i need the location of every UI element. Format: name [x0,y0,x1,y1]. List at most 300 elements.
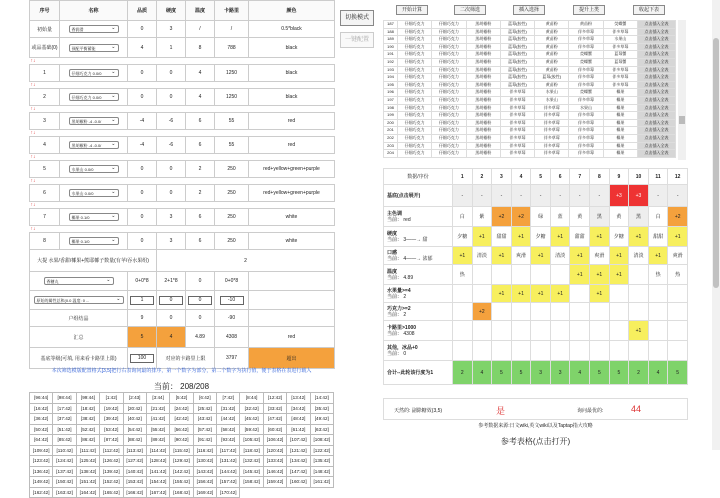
opt-cell [668,303,688,321]
col-hardness: 硬度 [157,1,186,21]
grid-cell[interactable]: [137:42] [53,467,76,478]
table-row: 户组结晶 9 0 0 -90 [30,310,335,327]
grid-cell[interactable]: [88:42] [124,435,147,446]
opt-cell: 爽滑 [511,247,531,265]
table-row: 或品基础(0) 预配平衡蓄能 ⌄ 4 1 8 788 black [30,38,335,58]
list-scrollbar-thumb[interactable] [679,116,685,124]
insert-row-button[interactable]: 点击插入全表 [638,104,676,112]
table-row: 4 黑胡椒粉 -4 -0.0/ ⌄ -4 -6 6 55 red [30,137,335,154]
grid-cell[interactable]: [113:42] [124,446,147,457]
grid-cell[interactable]: [139:42] [100,467,123,478]
grid-cell[interactable]: [36:42] [30,414,53,425]
opt-cell: +2 [472,303,492,321]
grid-cell[interactable]: [18:42] [77,404,100,415]
grid-cell[interactable]: [168:42] [170,488,193,498]
opt-cell: +2 [492,207,512,227]
grid-cell[interactable]: [32:42] [240,404,263,415]
one-click-config-button[interactable]: 一键配置 [340,32,374,48]
current-count: 当前： 208/208 [29,381,334,392]
opt-cell [609,285,629,303]
grid-cell[interactable]: [162:42] [30,488,53,498]
insert-row-button[interactable]: 点击插入全表 [638,112,676,120]
start-calc-button[interactable]: 开始计算 [396,5,428,15]
quality-input[interactable]: 1 [130,296,154,305]
opt-cell: 5 [511,361,531,385]
opt-cell [531,265,551,285]
grid-cell[interactable]: [44:42] [217,414,240,425]
grid-cell[interactable]: [50:42] [30,425,53,436]
col-index: 序号 [30,1,60,21]
opt-cell: +1 [472,227,492,247]
insert-row-button[interactable]: 点击插入全表 [638,142,676,150]
reorder-arrow-icon[interactable]: ↑↓ [30,130,335,137]
insert-row-button[interactable]: 点击插入全表 [638,81,676,89]
ingredient-select[interactable]: 水果山 0.0/0 ⌄ [69,165,119,173]
ingredient-select[interactable]: 仔细巧克力 0.0/0 ⌄ [69,69,119,77]
grid-cell[interactable]: [133:42] [264,456,287,467]
optimization-table [383,168,688,385]
opt-cell: +1 [609,265,629,285]
opt-cell: +1 [511,227,531,247]
reorder-arrow-row [30,178,335,185]
grid-cell[interactable]: [164:42] [77,488,100,498]
sum-hardness: 4 [157,327,186,348]
sum-row: 汇总 5 4 4.89 4308 red [30,327,335,348]
opt-cell: - [668,185,688,207]
reorder-arrow-row [30,58,335,65]
ingredient-select[interactable]: 黑胡椒粉 -4 -0.0/ ⌄ [69,117,119,125]
grid-cell[interactable]: [111:42] [77,446,100,457]
grid-cell[interactable]: [112:42] [100,446,123,457]
opt-cell: 清淡 [550,247,570,265]
list-item: 193 仔细巧克力 仔细巧克力 黑胡椒粉 蓝莓(胶性) 黄苗粉 伴多草莓 伴多草莓 点击插入全表 [384,66,676,74]
opt-cell: +1 [550,227,570,247]
grid-cell[interactable]: [145:42] [240,467,263,478]
table-row: 8 椰果 0.1/0 ⌄ 0 3 6 250 white [30,233,335,250]
base-level-input[interactable]: 100 [130,354,154,363]
opt-cell: 5 [492,361,512,385]
insert-row-button[interactable]: 点击插入全表 [638,58,676,66]
opt-cell: 黄 [570,207,590,227]
grid-cell[interactable]: [109:42] [30,446,53,457]
combo-list [383,20,676,158]
grid-cell[interactable]: [161:42] [311,477,334,488]
grid-cell[interactable]: [107:42] [287,435,310,446]
grid-cell[interactable]: [153:42] [124,477,147,488]
grid-cell[interactable]: [108:42] [311,435,334,446]
grid-cell[interactable]: [96:44] [30,393,53,404]
opt-row-cal: 卡路里>1000 当前： 4308 +1 [384,321,688,341]
grid-cell[interactable]: [169:42] [194,488,217,498]
opt-cell [492,265,512,285]
calorie-input[interactable]: -10 [220,296,244,305]
opt-cell: +3 [609,185,629,207]
grid-cell[interactable]: [51:42] [53,425,76,436]
grid-cell[interactable]: [98:44] [53,393,76,404]
grid-cell[interactable]: [34:42] [287,404,310,415]
reorder-arrow-row [30,106,335,113]
opt-cell: +1 [609,247,629,265]
footer-best: 44 [631,404,641,414]
grid-cell[interactable]: [56:42] [170,425,193,436]
collapse-table-button[interactable]: 收起下表 [633,5,665,15]
format-note: 本次筛选模版配置格式[3,5]把行右表询问最的排序，第一个数字为部分，第二个数字为执行值，便于表格在表进行载入 [29,367,334,374]
page-scrollbar-thumb[interactable] [713,38,719,288]
grid-cell[interactable]: [125:42] [77,456,100,467]
recipe-select[interactable]: 香糖丸 ⌄ [44,277,114,285]
ingredient-select[interactable]: 仔细巧克力 0.0/0 ⌄ [69,93,119,101]
insert-row-button[interactable]: 点击插入全表 [638,96,676,104]
opt-cell [570,285,590,303]
opt-cell: 白 [648,207,668,227]
grid-cell[interactable]: [165:42] [100,488,123,498]
opt-row-temp: 温度 当前： 4.89 热 +1 +1 +1 热 热 [384,265,688,285]
grid-cell[interactable]: [3:44] [147,393,170,404]
grid-cell[interactable]: [149:42] [30,477,53,488]
opt-cell [570,321,590,341]
insert-row-button[interactable]: 点击插入全表 [638,150,676,158]
ingredient-select[interactable]: 椰果 0.1/0 ⌄ [69,213,119,221]
grid-cell[interactable]: [141:42] [147,467,170,478]
grid-cell[interactable]: [106:42] [264,435,287,446]
grid-cell[interactable]: [154:42] [147,477,170,488]
grid-cell[interactable]: [105:42] [240,435,263,446]
grid-cell[interactable]: [7:42] [217,393,240,404]
opt-cell: +1 [550,285,570,303]
grid-cell[interactable]: [143:42] [194,467,217,478]
grid-cell[interactable]: [38:42] [77,414,100,425]
list-item: 197 仔细巧克力 仔细巧克力 黑胡椒粉 伴多草莓 水果山 伴多草莓 椰果 点击插入全表 [384,96,676,104]
grid-cell[interactable]: [47:42] [264,414,287,425]
grid-cell[interactable]: [99:44] [77,393,100,404]
opt-cell: - [472,185,492,207]
grid-cell[interactable]: [170:42] [217,488,240,498]
list-item: 195 仔细巧克力 仔细巧克力 黑胡椒粉 蓝莓(胶性) 黄苗粉 伴多草莓 伴多草莓 点击插入全表 [384,81,676,89]
insert-row-button[interactable]: 点击插入全表 [638,51,676,59]
grid-cell[interactable]: [31:42] [217,404,240,415]
grid-cell[interactable]: [160:42] [287,477,310,488]
attribute-select[interactable]: 原始的属性总和(0.0 温度: 0 ... ⌄ [34,296,124,304]
grid-cell[interactable]: [157:42] [217,477,240,488]
opt-cell: +1 [511,285,531,303]
row-index: 初始量 [30,21,60,38]
result-grid [29,392,334,498]
grid-cell[interactable]: [122:42] [311,446,334,457]
grid-cell[interactable]: [49:42] [311,414,334,425]
insert-row-button[interactable]: 点击插入全表 [638,89,676,97]
grid-cell[interactable]: [148:42] [311,467,334,478]
opt-cell [511,303,531,321]
list-item: 188 仔细巧克力 仔细巧克力 黑胡椒粉 蓝莓(胶性) 黄苗粉 伴多草莓 伴多草莓 点击插入全表 [384,28,676,36]
reorder-arrow-icon[interactable]: ↑↓ [30,58,335,65]
reorder-arrow-row [30,202,335,209]
opt-cell [531,303,551,321]
grid-cell[interactable]: [163:42] [53,488,76,498]
insert-row-button[interactable]: 点击插入全表 [638,66,676,74]
grid-cell[interactable]: [134:42] [287,456,310,467]
opt-cell: +1 [629,321,649,341]
grid-cell[interactable]: [17:42] [53,404,76,415]
opt-cell [609,341,629,361]
reorder-arrow-icon[interactable]: ↑↓ [30,226,335,233]
grid-cell[interactable]: [91:42] [194,435,217,446]
grid-cell[interactable]: [151:42] [77,477,100,488]
reorder-arrow-row [30,82,335,89]
grid-cell[interactable]: [16:42] [30,404,53,415]
grid-cell[interactable]: [41:42] [147,414,170,425]
opt-cell: 热 [668,265,688,285]
raise-button[interactable]: 提升上类 [573,5,605,15]
reference-note: 参考数据来源:日文wiki,英文wiki以及Taptap指大攻略 [383,422,688,429]
opt-cell: 5 [668,361,688,385]
opt-cell [453,285,473,303]
opt-header: 数据/序份 1 2 3 4 5 6 7 8 9 10 11 12 [384,169,688,185]
grid-cell[interactable]: [132:42] [240,456,263,467]
grid-cell[interactable]: [116:42] [194,446,217,457]
opt-cell: +1 [492,247,512,265]
grid-cell[interactable]: [33:42] [264,404,287,415]
grid-cell[interactable]: [93:42] [217,435,240,446]
grid-cell[interactable]: [114:42] [147,446,170,457]
opt-cell: 4 [570,361,590,385]
opt-cell [570,303,590,321]
toggle-mode-button[interactable]: 切换模式 [340,10,374,26]
opt-cell: +1 [453,247,473,265]
grid-cell[interactable]: [136:42] [30,467,53,478]
list-item: 196 仔细巧克力 仔细巧克力 黑胡椒粉 伴多草莓 水果山 荧蝶蟹 椰果 点击插入全表 [384,89,676,97]
table-row: 初始量 香润滑 ⌄ 0 3 / / 0.5*black [30,21,335,38]
insert-row-button[interactable]: 点击插入全表 [638,21,676,29]
opt-cell [511,265,531,285]
list-item: 203 仔细巧克力 仔细巧克力 黑胡椒粉 伴多草莓 伴多草莓 伴多草莓 椰果 点击插入全表 [384,142,676,150]
grid-cell[interactable]: [142:42] [170,467,193,478]
opt-cell [590,303,610,321]
grid-cell[interactable]: [19:42] [100,404,123,415]
ingredient-table [29,0,335,369]
reorder-arrow-icon[interactable]: ↑↓ [30,82,335,89]
grid-cell[interactable]: [156:42] [194,477,217,488]
grid-cell[interactable]: [8:44] [240,393,263,404]
insert-row-button[interactable]: 点击插入全表 [638,43,676,51]
grid-cell[interactable]: [123:42] [30,456,53,467]
opt-cell: 甜甜 [570,227,590,247]
insert-row-button[interactable]: 点击插入全表 [638,119,676,127]
table-row: 5 水果山 0.0/0 ⌄ 0 0 2 250 red+yellow+green+purple [30,161,335,178]
second-filter-button[interactable]: 二次筛选 [454,5,486,15]
opt-cell [648,341,668,361]
list-item: 202 仔细巧克力 仔细巧克力 黑胡椒粉 伴多草莓 伴多草莓 伴多草莓 椰果 点击插入全表 [384,134,676,142]
opt-cell [472,341,492,361]
grid-cell[interactable]: [40:42] [124,414,147,425]
grid-cell[interactable]: [127:42] [124,456,147,467]
grid-cell[interactable]: [120:42] [264,446,287,457]
opt-cell: 绿 [531,207,551,227]
grid-cell[interactable]: [6:42] [194,393,217,404]
opt-cell: 甜甜 [648,227,668,247]
grid-cell[interactable]: [117:42] [217,446,240,457]
grid-cell[interactable]: [12:42] [264,393,287,404]
opt-cell: +1 [531,285,551,303]
grid-cell[interactable]: [57:42] [194,425,217,436]
grid-cell[interactable]: [20:42] [124,404,147,415]
grid-cell[interactable]: [35:42] [311,404,334,415]
list-item: 194 仔细巧克力 仔细巧克力 黑胡椒粉 蓝莓(胶性) 蓝莓(胶性) 伴多草莓 伴多草莓 点击插入全表 [384,74,676,82]
grid-cell[interactable]: [150:42] [53,477,76,488]
list-item: 198 仔细巧克力 仔细巧克力 黑胡椒粉 伴多草莓 伴多草莓 水果山 椰果 点击插入全表 [384,104,676,112]
opt-cell [550,321,570,341]
grid-cell[interactable]: [21:42] [147,404,170,415]
ingredient-select[interactable]: 香润滑 ⌄ [69,25,119,33]
reference-link[interactable]: 参考表格(点击打开) [383,436,688,447]
reorder-arrow-icon[interactable]: ↑↓ [30,178,335,185]
opt-cell: 夕糖 [609,227,629,247]
grid-cell[interactable]: [126:42] [100,456,123,467]
insert-row-button[interactable]: 点击插入全表 [638,28,676,36]
summary-footer: 天然的: 副除糖效(3,5) 是 询问最优的: 44 [383,398,688,420]
footer-result: 是 [496,404,505,417]
opt-cell: +1 [570,265,590,285]
col-name: 名称 [60,1,128,21]
reorder-arrow-icon[interactable]: ↑↓ [30,106,335,113]
insert-row-button[interactable]: 点击插入全表 [638,36,676,44]
opt-cell [453,303,473,321]
insert-row-button[interactable]: 点击插入全表 [638,134,676,142]
grid-cell[interactable]: [5:42] [170,393,193,404]
grid-cell[interactable]: [60:42] [264,425,287,436]
left-panel [29,0,334,450]
grid-cell[interactable]: [1:42] [100,393,123,404]
opt-cell: +2 [668,207,688,227]
grid-cell[interactable]: [121:42] [287,446,310,457]
grid-cell[interactable]: [52:42] [77,425,100,436]
opt-cell: +1 [590,265,610,285]
grid-cell[interactable]: [166:42] [124,488,147,498]
opt-cell: - [511,185,531,207]
opt-cell: 5 [590,361,610,385]
opt-cell: +1 [668,227,688,247]
grid-cell[interactable]: [39:42] [100,414,123,425]
grid-cell[interactable]: [63:42] [311,425,334,436]
grid-cell[interactable]: [13:42] [287,393,310,404]
grid-cell[interactable]: [144:42] [217,467,240,478]
grid-cell[interactable]: [54:42] [124,425,147,436]
opt-cell: - [570,185,590,207]
grid-cell[interactable]: [58:42] [217,425,240,436]
grid-cell[interactable]: [53:42] [100,425,123,436]
grid-cell[interactable]: [110:42] [53,446,76,457]
grid-cell[interactable]: [130:42] [194,456,217,467]
opt-cell: 3 [531,361,551,385]
insert-row-button[interactable]: 点击插入全表 [638,127,676,135]
grid-cell[interactable]: [158:42] [240,477,263,488]
ingredient-select[interactable]: 椰果 0.1/0 ⌄ [69,237,119,245]
grid-cell[interactable]: [43:42] [194,414,217,425]
opt-cell: 清淡 [629,247,649,265]
ingredient-select[interactable]: 水果山 0.0/0 ⌄ [69,189,119,197]
opt-cell: +2 [511,207,531,227]
grid-cell[interactable]: [89:42] [147,435,170,446]
ingredient-select[interactable]: 黑胡椒粉 -4 -0.0/ ⌄ [69,141,119,149]
grid-cell[interactable]: [147:42] [287,467,310,478]
grid-cell[interactable]: [14:42] [311,393,334,404]
grid-cell[interactable]: [2:43] [124,393,147,404]
opt-cell [453,321,473,341]
grid-cell[interactable]: [138:42] [77,467,100,478]
grid-cell[interactable]: [129:42] [170,456,193,467]
opt-cell [609,321,629,341]
list-item: 204 仔细巧克力 仔细巧克力 黑胡椒粉 伴多草莓 伴多草莓 伴多草莓 椰果 点击插入全表 [384,150,676,158]
temp-input[interactable]: 0 [188,296,212,305]
grid-cell[interactable]: [55:42] [147,425,170,436]
grid-cell[interactable]: [42:42] [170,414,193,425]
opt-cell [550,265,570,285]
grid-cell[interactable]: [86:42] [77,435,100,446]
opt-cell: +3 [629,185,649,207]
insert-selection-button[interactable]: 插入选择 [513,5,545,15]
grid-cell[interactable]: [131:42] [217,456,240,467]
opt-row-color: 主色调 当前： red 白 紫 +2 +2 绿 蓝 黄 黑 黄 黑 白 +2 [384,207,688,227]
list-scrollbar[interactable] [678,20,686,160]
grid-cell[interactable]: [90:42] [170,435,193,446]
grid-cell[interactable]: [118:42] [240,446,263,457]
grid-cell[interactable]: [115:42] [170,446,193,457]
grid-cell[interactable]: [48:42] [287,414,310,425]
table-header [30,1,335,21]
grid-cell[interactable]: [45:42] [240,414,263,425]
hardness-input[interactable]: 0 [159,296,183,305]
grid-cell[interactable]: [24:42] [170,404,193,415]
ingredient-select[interactable]: 预配平衡蓄能 ⌄ [69,44,119,52]
grid-cell[interactable]: [85:42] [53,435,76,446]
reorder-arrow-icon[interactable]: ↑↓ [30,154,335,161]
opt-cell [570,341,590,361]
grid-cell[interactable]: [152:42] [100,477,123,488]
grid-cell[interactable]: [64:42] [30,435,53,446]
opt-row-hard: 硬度 当前： 3——→ 甜 夕糖 +1 甜甜 +1 夕糖 +1 甜甜 +1 夕糖 +1 甜甜 +1 [384,227,688,247]
grid-cell[interactable]: [135:42] [311,456,334,467]
grid-cell[interactable]: [87:42] [100,435,123,446]
opt-cell [531,341,551,361]
grid-cell[interactable]: [59:42] [240,425,263,436]
grid-cell[interactable]: [155:42] [170,477,193,488]
opt-cell: +1 [629,227,649,247]
reorder-arrow-icon[interactable]: ↑↓ [30,202,335,209]
insert-row-button[interactable]: 点击插入全表 [638,74,676,82]
table-row: 香糖丸 ⌄ 0+0*8 2+1*8 0 0+0*8 [30,272,335,291]
table-row: 7 椰果 0.1/0 ⌄ 0 3 6 250 white [30,209,335,226]
grid-cell[interactable]: [61:42] [287,425,310,436]
table-row: 2 仔细巧克力 0.0/0 ⌄ 0 0 4 1250 black [30,89,335,106]
opt-cell: - [531,185,551,207]
opt-cell [629,341,649,361]
col-quality: 品质 [128,1,157,21]
opt-cell: 热 [453,265,473,285]
grid-cell[interactable]: [25:42] [194,404,217,415]
grid-cell[interactable]: [124:42] [53,456,76,467]
grid-cell[interactable]: [37:42] [53,414,76,425]
opt-row-total: 合计--此轮该行度为1 2 4 5 5 3 3 4 5 5 2 4 5 [384,361,688,385]
table-row: 1 仔细巧克力 0.0/0 ⌄ 0 0 4 1250 black [30,65,335,82]
col-color: 颜色 [249,1,335,21]
right-panel [383,0,688,450]
grid-cell[interactable]: [128:42] [147,456,170,467]
opt-cell [648,285,668,303]
grid-cell[interactable]: [159:42] [264,477,287,488]
grid-cell[interactable]: [140:42] [124,467,147,478]
grid-cell[interactable]: [167:42] [147,488,170,498]
grid-cell[interactable]: [146:42] [264,467,287,478]
opt-cell [492,303,512,321]
